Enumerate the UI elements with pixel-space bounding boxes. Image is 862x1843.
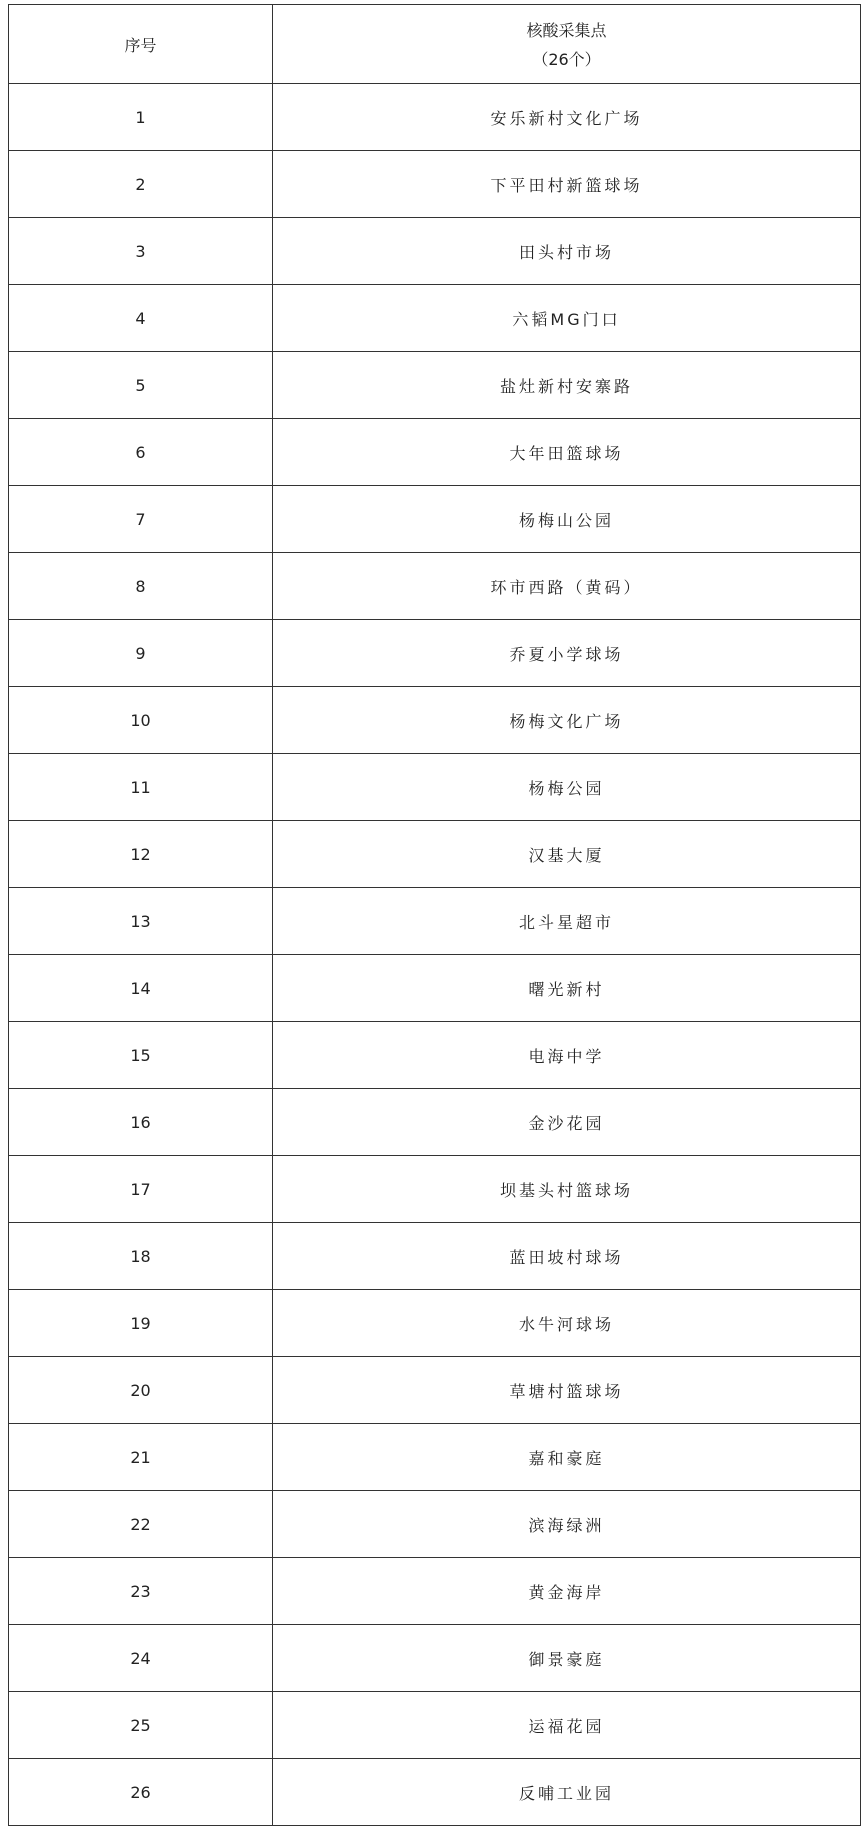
row-site: 下平田村新篮球场 [273,151,861,218]
row-number: 9 [9,620,273,687]
row-number: 19 [9,1290,273,1357]
row-number: 17 [9,1156,273,1223]
table-row [9,553,861,620]
row-site: 电海中学 [273,1022,861,1089]
row-number: 6 [9,419,273,486]
row-number: 16 [9,1089,273,1156]
sampling-sites-table-container [8,4,858,1826]
row-number: 26 [9,1759,273,1826]
row-number: 13 [9,888,273,955]
table-row [9,821,861,888]
row-site: 御景豪庭 [273,1625,861,1692]
table-row [9,285,861,352]
table-row [9,218,861,285]
row-number: 7 [9,486,273,553]
table-row [9,687,861,754]
row-site: 盐灶新村安寨路 [273,352,861,419]
table-body [9,84,861,1826]
table-row [9,486,861,553]
table-row [9,419,861,486]
table-row [9,151,861,218]
table-row [9,1022,861,1089]
row-site: 黄金海岸 [273,1558,861,1625]
table-row [9,888,861,955]
row-site: 草塘村篮球场 [273,1357,861,1424]
table-row [9,754,861,821]
row-site: 环市西路（黄码） [273,553,861,620]
row-number: 10 [9,687,273,754]
table-row [9,1357,861,1424]
row-number: 15 [9,1022,273,1089]
table-row [9,955,861,1022]
row-site: 运福花园 [273,1692,861,1759]
table-row [9,1692,861,1759]
header-site-count: （26个） [532,50,601,69]
table-header [9,5,861,84]
table-row [9,1290,861,1357]
header-number: 序号 [9,5,273,84]
row-number: 18 [9,1223,273,1290]
row-number: 22 [9,1491,273,1558]
header-row [9,5,861,84]
row-number: 12 [9,821,273,888]
row-site: 坝基头村篮球场 [273,1156,861,1223]
table-row [9,1491,861,1558]
row-site: 曙光新村 [273,955,861,1022]
table-row [9,620,861,687]
table-row [9,84,861,151]
table-row [9,1089,861,1156]
row-site: 北斗星超市 [273,888,861,955]
sampling-sites-table [8,4,861,1826]
row-number: 2 [9,151,273,218]
row-site: 乔夏小学球场 [273,620,861,687]
row-site: 嘉和豪庭 [273,1424,861,1491]
row-number: 24 [9,1625,273,1692]
row-site: 汉基大厦 [273,821,861,888]
header-site [273,5,861,84]
row-site: 杨梅公园 [273,754,861,821]
row-number: 25 [9,1692,273,1759]
row-number: 3 [9,218,273,285]
row-site: 金沙花园 [273,1089,861,1156]
table-row [9,1223,861,1290]
row-number: 14 [9,955,273,1022]
row-number: 11 [9,754,273,821]
row-site: 反哺工业园 [273,1759,861,1826]
table-row [9,1759,861,1826]
row-number: 20 [9,1357,273,1424]
table-row [9,1625,861,1692]
row-site: 六韬MG门口 [273,285,861,352]
row-site: 大年田篮球场 [273,419,861,486]
row-number: 23 [9,1558,273,1625]
row-number: 5 [9,352,273,419]
row-site: 田头村市场 [273,218,861,285]
table-row [9,352,861,419]
header-site-label: 核酸采集点 [526,21,607,40]
row-site: 安乐新村文化广场 [273,84,861,151]
row-site: 蓝田坡村球场 [273,1223,861,1290]
table-row [9,1558,861,1625]
row-number: 21 [9,1424,273,1491]
row-site: 滨海绿洲 [273,1491,861,1558]
table-row [9,1156,861,1223]
row-number: 8 [9,553,273,620]
table-row [9,1424,861,1491]
row-site: 杨梅山公园 [273,486,861,553]
row-number: 1 [9,84,273,151]
row-site: 水牛河球场 [273,1290,861,1357]
row-number: 4 [9,285,273,352]
row-site: 杨梅文化广场 [273,687,861,754]
